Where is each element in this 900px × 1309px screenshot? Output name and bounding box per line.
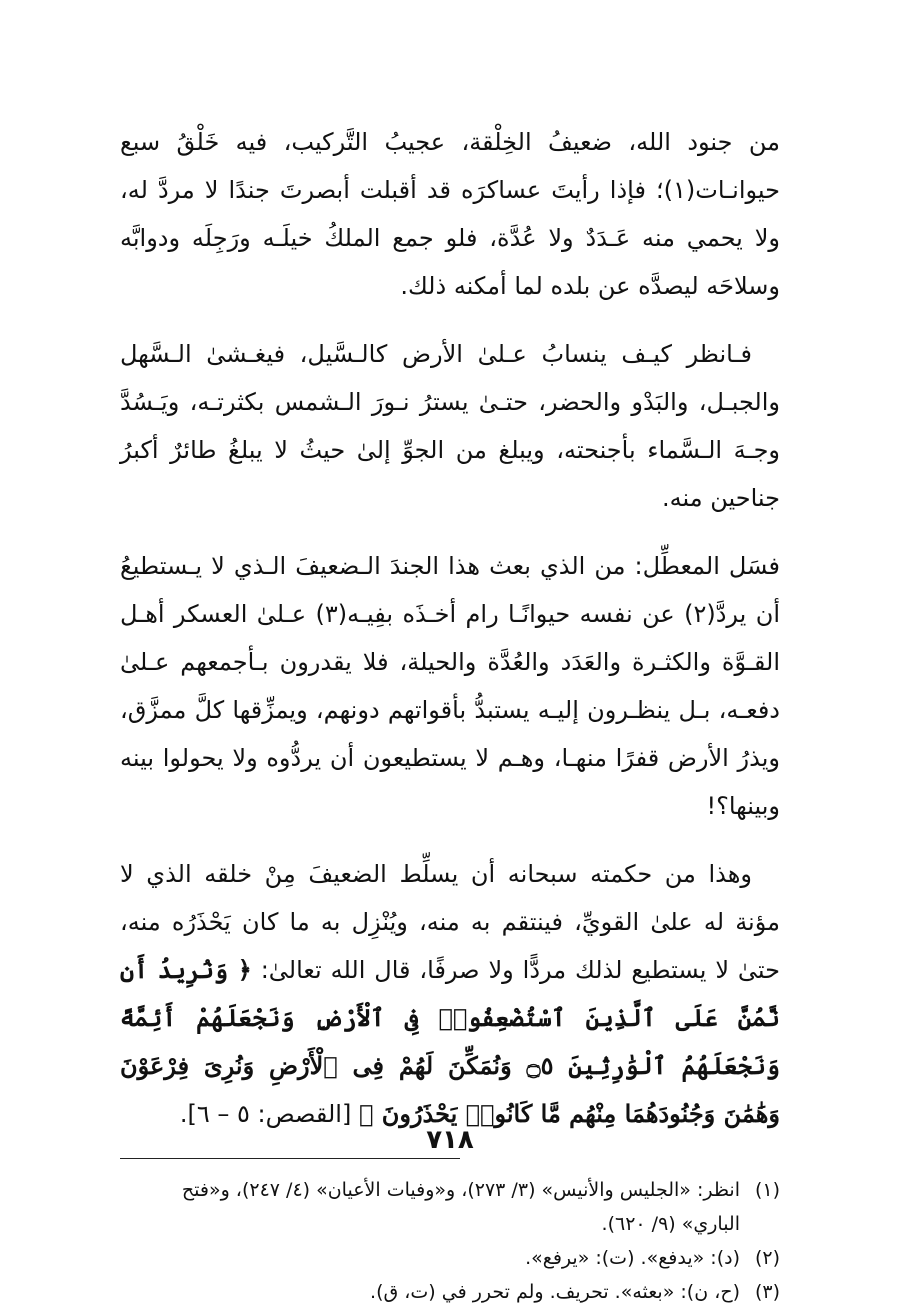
page-number: ٧١٨	[426, 1125, 474, 1155]
footnote-text: (د): «يدفع». (ت): «يرفع».	[525, 1247, 740, 1269]
paragraph-2-text: فـانظر كيـف ينسابُ عـلىٰ الأرض كالـسَّيل، فيغـشىٰ الـسَّهل والجبـل، والبَدْو والحضر، حتـىٰ يسترُ نـورَ الـشمس بكثرتـه، ويَـسُدَّ وجـهَ الـسَّماء بأجنحته، ويبلغ من الجوِّ إلىٰ حيثُ لا يبلغُ طائرٌ أكبرُ جناحين منه.	[120, 340, 780, 512]
footnote-separator	[120, 1158, 460, 1159]
footnote-number: (٢)	[754, 1247, 780, 1269]
footnote	[120, 1173, 780, 1241]
paragraph-3: فسَل المعطِّل: من الذي بعث هذا الجندَ الـضعيفَ الـذي لا يـستطيعُ أن يردَّ(٢) عن نفسه حيوانًـا رام أخـذَه بفِيـه(٣) عـلىٰ العسكر أهـل القـوَّة والكثـرة والعَدَد والعُدَّة والحيلة، فلا يقدرون بـأجمعهم عـلىٰ دفعـه، بـل ينظـرون إليـه يستبدُّ بأقواتهم دونهم، ويمزِّقها كلَّ ممزَّق، ويذرُ الأرض قفرًا منهـا، وهـم لا يستطيعون أن يردُّوه ولا يحولوا بينه وبينها؟!	[120, 552, 781, 820]
paragraph-1: من جنود الله، ضعيفُ الخِلْقة، عجيبُ التَّركيب، فيه خَلْقُ سبع حيوانـات(١)؛ فإذا رأيتَ عساكرَه قد أقبلت أبصرتَ جندًا لا مردَّ له، ولا يحمي منه عَـدَدٌ ولا عُدَّة، فلو جمع الملكُ خيلَـه ورَجِلَه ودوابَّه وسلاحَه ليصدَّه عن بلده لما أمكنه ذلك.	[120, 128, 780, 300]
quran-verse: ﴿ وَنُرِيدُ أَن نَّمُنَّ عَلَى ٱلَّذِينَ ٱسْتُضْعِفُوا۟ فِى ٱلْأَرْضِ وَنَجْعَلَهُمْ أَئِمَّةً وَنَجْعَلَهُمُ ٱلْوَٰرِثِينَ ۝٥ وَنُمَكِّنَ لَهُمْ فِى ٱلْأَرْضِ وَنُرِىَ فِرْعَوْنَ وَهَٰمَٰنَ وَجُنُودَهُمَا مِنْهُم مَّا كَانُوا۟ يَحْذَرُونَ ﴾	[120, 955, 780, 1128]
footnotes	[120, 1173, 780, 1309]
footnote-text: (ح، ن): «بعثه». تحريف. ولم تحرر في (ت، ق).	[370, 1281, 740, 1303]
quran-reference: [القصص: ٥ – ٦].	[179, 1100, 359, 1128]
footnote-number: (١)	[754, 1179, 780, 1201]
footnote	[120, 1275, 780, 1309]
footnote-text: انظر: «الجليس والأنيس» (٣/ ٢٧٣)، و«وفيات الأعيان» (٤/ ٢٤٧)، و«فتح الباري» (٩/ ٦٢٠).	[181, 1179, 740, 1235]
footnote-number: (٣)	[754, 1281, 780, 1303]
paragraph-4-intro: وهذا من حكمته سبحانه أن يسلِّط الضعيفَ مِنْ خلقه الذي لا مؤنة له علىٰ القويِّ، فينتقم به منه، ويُنْزِل به ما كان يَحْذَرُه منه، حتىٰ لا يستطيع لذلك مردًّا ولا صرفًا، قال الله تعالىٰ:	[120, 860, 780, 984]
paragraph-2	[120, 330, 780, 522]
footnote	[120, 1241, 780, 1275]
paragraph-4	[120, 850, 780, 1138]
